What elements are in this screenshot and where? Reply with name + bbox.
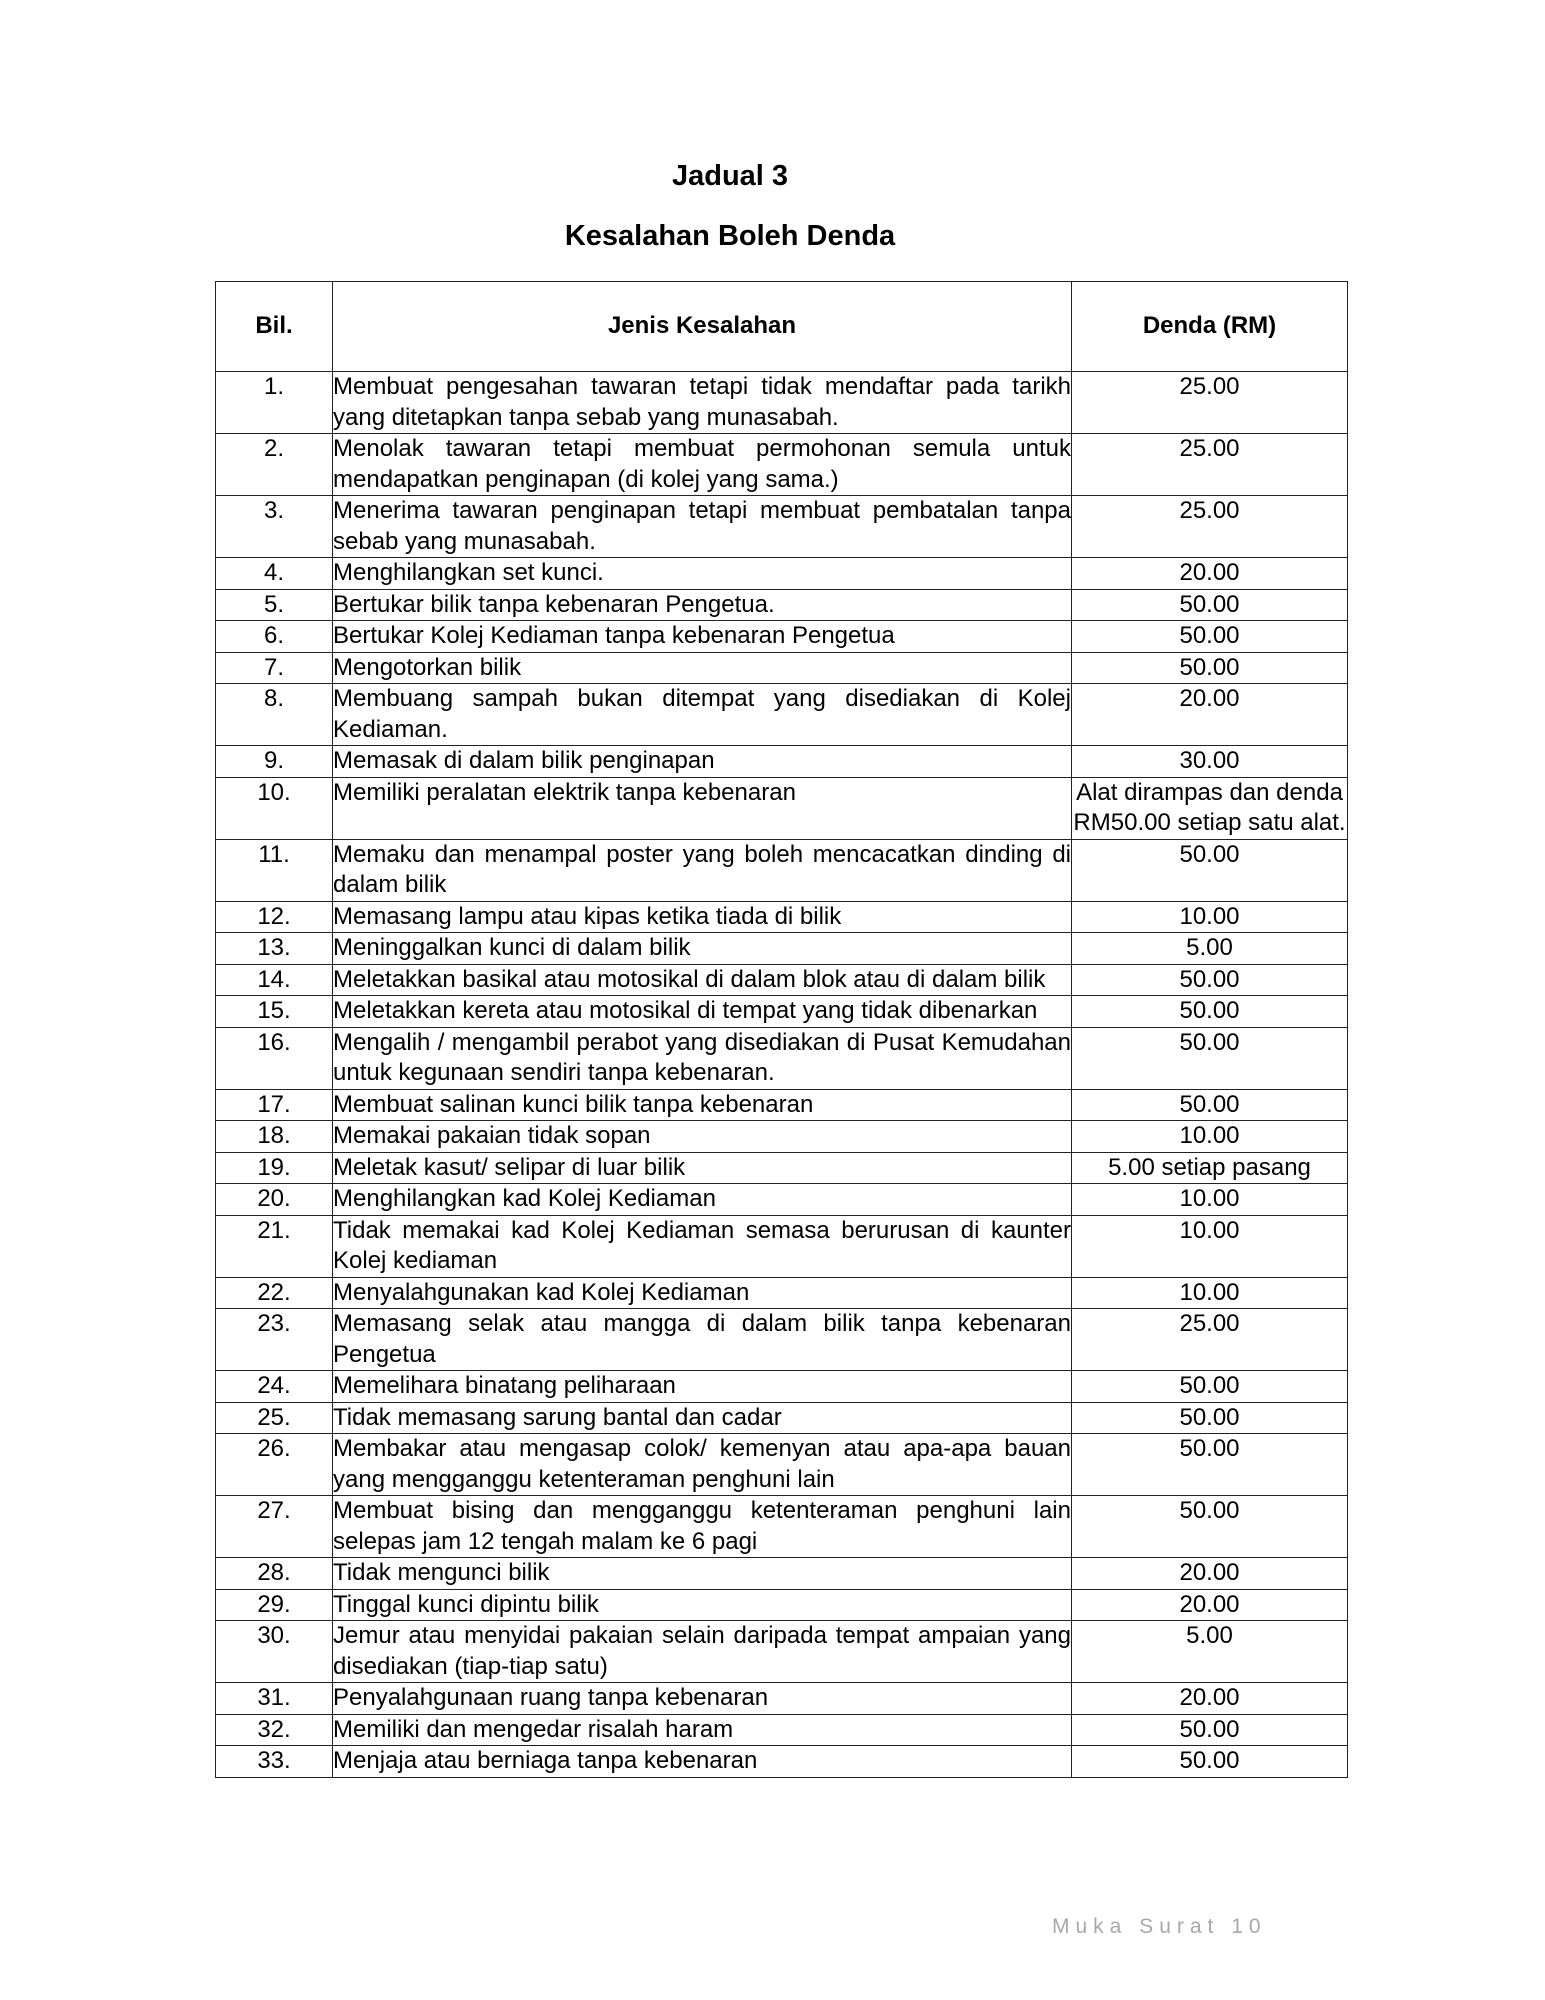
- row-number: 18.: [216, 1121, 333, 1153]
- row-offense: Membuat pengesahan tawaran tetapi tidak mendaftar pada tarikh yang ditetapkan tanpa sebab yang munasabah.: [333, 372, 1072, 434]
- row-fine: 10.00: [1072, 1184, 1348, 1216]
- row-number: 11.: [216, 839, 333, 901]
- row-offense: Menghilangkan kad Kolej Kediaman: [333, 1184, 1072, 1216]
- row-offense: Bertukar bilik tanpa kebenaran Pengetua.: [333, 589, 1072, 621]
- table-row: [216, 1121, 1348, 1153]
- row-fine: 30.00: [1072, 746, 1348, 778]
- row-fine: 20.00: [1072, 558, 1348, 590]
- row-number: 21.: [216, 1215, 333, 1277]
- row-fine: 10.00: [1072, 1215, 1348, 1277]
- row-number: 27.: [216, 1496, 333, 1558]
- row-offense: Meninggalkan kunci di dalam bilik: [333, 933, 1072, 965]
- page-subtitle: Kesalahan Boleh Denda: [564, 220, 896, 252]
- row-fine: 50.00: [1072, 839, 1348, 901]
- table-row: [216, 933, 1348, 965]
- table-row: [216, 1089, 1348, 1121]
- row-offense: Meletak kasut/ selipar di luar bilik: [333, 1152, 1072, 1184]
- page-title: Jadual 3: [671, 160, 789, 192]
- row-fine: 10.00: [1072, 901, 1348, 933]
- table-row: [216, 1027, 1348, 1089]
- table-row: [216, 1683, 1348, 1715]
- table-row: [216, 1434, 1348, 1496]
- row-number: 9.: [216, 746, 333, 778]
- row-number: 26.: [216, 1434, 333, 1496]
- row-number: 6.: [216, 621, 333, 653]
- row-offense: Tidak memakai kad Kolej Kediaman semasa berurusan di kaunter Kolej kediaman: [333, 1215, 1072, 1277]
- row-offense: Memakai pakaian tidak sopan: [333, 1121, 1072, 1153]
- table-row: [216, 1621, 1348, 1683]
- row-fine: 10.00: [1072, 1121, 1348, 1153]
- table-row: [216, 1371, 1348, 1403]
- row-offense: Menyalahgunakan kad Kolej Kediaman: [333, 1277, 1072, 1309]
- row-fine: 50.00: [1072, 964, 1348, 996]
- row-number: 24.: [216, 1371, 333, 1403]
- row-number: 13.: [216, 933, 333, 965]
- row-number: 31.: [216, 1683, 333, 1715]
- table-row: [216, 1277, 1348, 1309]
- row-offense: Memasang lampu atau kipas ketika tiada di bilik: [333, 901, 1072, 933]
- table-row: [216, 1402, 1348, 1434]
- header-fine: Denda (RM): [1072, 282, 1348, 372]
- row-offense: Mengotorkan bilik: [333, 652, 1072, 684]
- row-number: 7.: [216, 652, 333, 684]
- row-fine: 25.00: [1072, 1309, 1348, 1371]
- row-offense: Jemur atau menyidai pakaian selain daripada tempat ampaian yang disediakan (tiap-tiap satu): [333, 1621, 1072, 1683]
- table-row: [216, 496, 1348, 558]
- row-number: 25.: [216, 1402, 333, 1434]
- table-row: [216, 684, 1348, 746]
- row-fine: 50.00: [1072, 1746, 1348, 1778]
- table-row: [216, 1496, 1348, 1558]
- table-body: [216, 372, 1348, 1778]
- row-number: 33.: [216, 1746, 333, 1778]
- row-fine: 5.00: [1072, 933, 1348, 965]
- row-fine: 50.00: [1072, 996, 1348, 1028]
- row-offense: Menerima tawaran penginapan tetapi membuat pembatalan tanpa sebab yang munasabah.: [333, 496, 1072, 558]
- table-row: [216, 1184, 1348, 1216]
- row-fine: 20.00: [1072, 1558, 1348, 1590]
- row-fine: 50.00: [1072, 589, 1348, 621]
- table-row: [216, 1309, 1348, 1371]
- row-number: 3.: [216, 496, 333, 558]
- table-row: [216, 434, 1348, 496]
- row-offense: Memasang selak atau mangga di dalam bilik tanpa kebenaran Pengetua: [333, 1309, 1072, 1371]
- row-fine: 50.00: [1072, 621, 1348, 653]
- row-offense: Membuat salinan kunci bilik tanpa kebenaran: [333, 1089, 1072, 1121]
- row-number: 19.: [216, 1152, 333, 1184]
- table-row: [216, 746, 1348, 778]
- table-row: [216, 1746, 1348, 1778]
- row-offense: Menolak tawaran tetapi membuat permohonan semula untuk mendapatkan penginapan (di kolej yang sama.): [333, 434, 1072, 496]
- row-number: 4.: [216, 558, 333, 590]
- row-fine: 50.00: [1072, 1027, 1348, 1089]
- row-number: 20.: [216, 1184, 333, 1216]
- row-fine: 50.00: [1072, 1496, 1348, 1558]
- row-fine: 5.00: [1072, 1621, 1348, 1683]
- table-row: [216, 777, 1348, 839]
- row-fine: 50.00: [1072, 1402, 1348, 1434]
- header-number: Bil.: [216, 282, 333, 372]
- row-offense: Membuang sampah bukan ditempat yang disediakan di Kolej Kediaman.: [333, 684, 1072, 746]
- row-offense: Memiliki dan mengedar risalah haram: [333, 1714, 1072, 1746]
- table-row: [216, 1589, 1348, 1621]
- row-fine: 50.00: [1072, 1434, 1348, 1496]
- row-offense: Meletakkan kereta atau motosikal di tempat yang tidak dibenarkan: [333, 996, 1072, 1028]
- row-fine: 25.00: [1072, 434, 1348, 496]
- table-row: [216, 996, 1348, 1028]
- table-row: [216, 964, 1348, 996]
- row-number: 15.: [216, 996, 333, 1028]
- row-offense: Tidak memasang sarung bantal dan cadar: [333, 1402, 1072, 1434]
- row-fine: 50.00: [1072, 1089, 1348, 1121]
- row-number: 8.: [216, 684, 333, 746]
- row-offense: Penyalahgunaan ruang tanpa kebenaran: [333, 1683, 1072, 1715]
- table-row: [216, 372, 1348, 434]
- row-number: 28.: [216, 1558, 333, 1590]
- row-offense: Memasak di dalam bilik penginapan: [333, 746, 1072, 778]
- row-number: 1.: [216, 372, 333, 434]
- row-number: 2.: [216, 434, 333, 496]
- row-offense: Bertukar Kolej Kediaman tanpa kebenaran Pengetua: [333, 621, 1072, 653]
- table-row: [216, 589, 1348, 621]
- row-fine: 25.00: [1072, 496, 1348, 558]
- row-offense: Tidak mengunci bilik: [333, 1558, 1072, 1590]
- row-number: 23.: [216, 1309, 333, 1371]
- table-row: [216, 1215, 1348, 1277]
- table-row: [216, 901, 1348, 933]
- row-offense: Membakar atau mengasap colok/ kemenyan atau apa-apa bauan yang mengganggu ketenteraman penghuni lain: [333, 1434, 1072, 1496]
- row-fine: 5.00 setiap pasang: [1072, 1152, 1348, 1184]
- table-row: [216, 621, 1348, 653]
- row-number: 16.: [216, 1027, 333, 1089]
- row-number: 12.: [216, 901, 333, 933]
- row-number: 32.: [216, 1714, 333, 1746]
- table-row: [216, 1558, 1348, 1590]
- row-fine: 25.00: [1072, 372, 1348, 434]
- row-fine: 50.00: [1072, 652, 1348, 684]
- row-offense: Memaku dan menampal poster yang boleh mencacatkan dinding di dalam bilik: [333, 839, 1072, 901]
- row-number: 29.: [216, 1589, 333, 1621]
- page-number: Muka Surat 10: [1052, 1915, 1267, 1938]
- row-offense: Memiliki peralatan elektrik tanpa kebenaran: [333, 777, 1072, 839]
- row-number: 14.: [216, 964, 333, 996]
- table-row: [216, 1152, 1348, 1184]
- row-fine: 10.00: [1072, 1277, 1348, 1309]
- row-offense: Meletakkan basikal atau motosikal di dalam blok atau di dalam bilik: [333, 964, 1072, 996]
- table-header-row: [216, 282, 1348, 372]
- row-fine: 20.00: [1072, 1683, 1348, 1715]
- row-offense: Menjaja atau berniaga tanpa kebenaran: [333, 1746, 1072, 1778]
- row-fine: 20.00: [1072, 684, 1348, 746]
- row-offense: Tinggal kunci dipintu bilik: [333, 1589, 1072, 1621]
- row-offense: Menghilangkan set kunci.: [333, 558, 1072, 590]
- table-row: [216, 558, 1348, 590]
- row-offense: Memelihara binatang peliharaan: [333, 1371, 1072, 1403]
- row-offense: Membuat bising dan mengganggu ketenteraman penghuni lain selepas jam 12 tengah malam ke 6 pagi: [333, 1496, 1072, 1558]
- row-fine: 50.00: [1072, 1714, 1348, 1746]
- row-number: 30.: [216, 1621, 333, 1683]
- table-row: [216, 1714, 1348, 1746]
- row-fine: 20.00: [1072, 1589, 1348, 1621]
- row-number: 10.: [216, 777, 333, 839]
- row-fine: 50.00: [1072, 1371, 1348, 1403]
- row-offense: Mengalih / mengambil perabot yang disediakan di Pusat Kemudahan untuk kegunaan sendiri tanpa kebenaran.: [333, 1027, 1072, 1089]
- fines-table: [215, 281, 1348, 1778]
- table-row: [216, 652, 1348, 684]
- row-number: 17.: [216, 1089, 333, 1121]
- row-number: 22.: [216, 1277, 333, 1309]
- table-row: [216, 839, 1348, 901]
- row-number: 5.: [216, 589, 333, 621]
- header-offense: Jenis Kesalahan: [333, 282, 1072, 372]
- row-fine: Alat dirampas dan denda RM50.00 setiap satu alat.: [1072, 777, 1348, 839]
